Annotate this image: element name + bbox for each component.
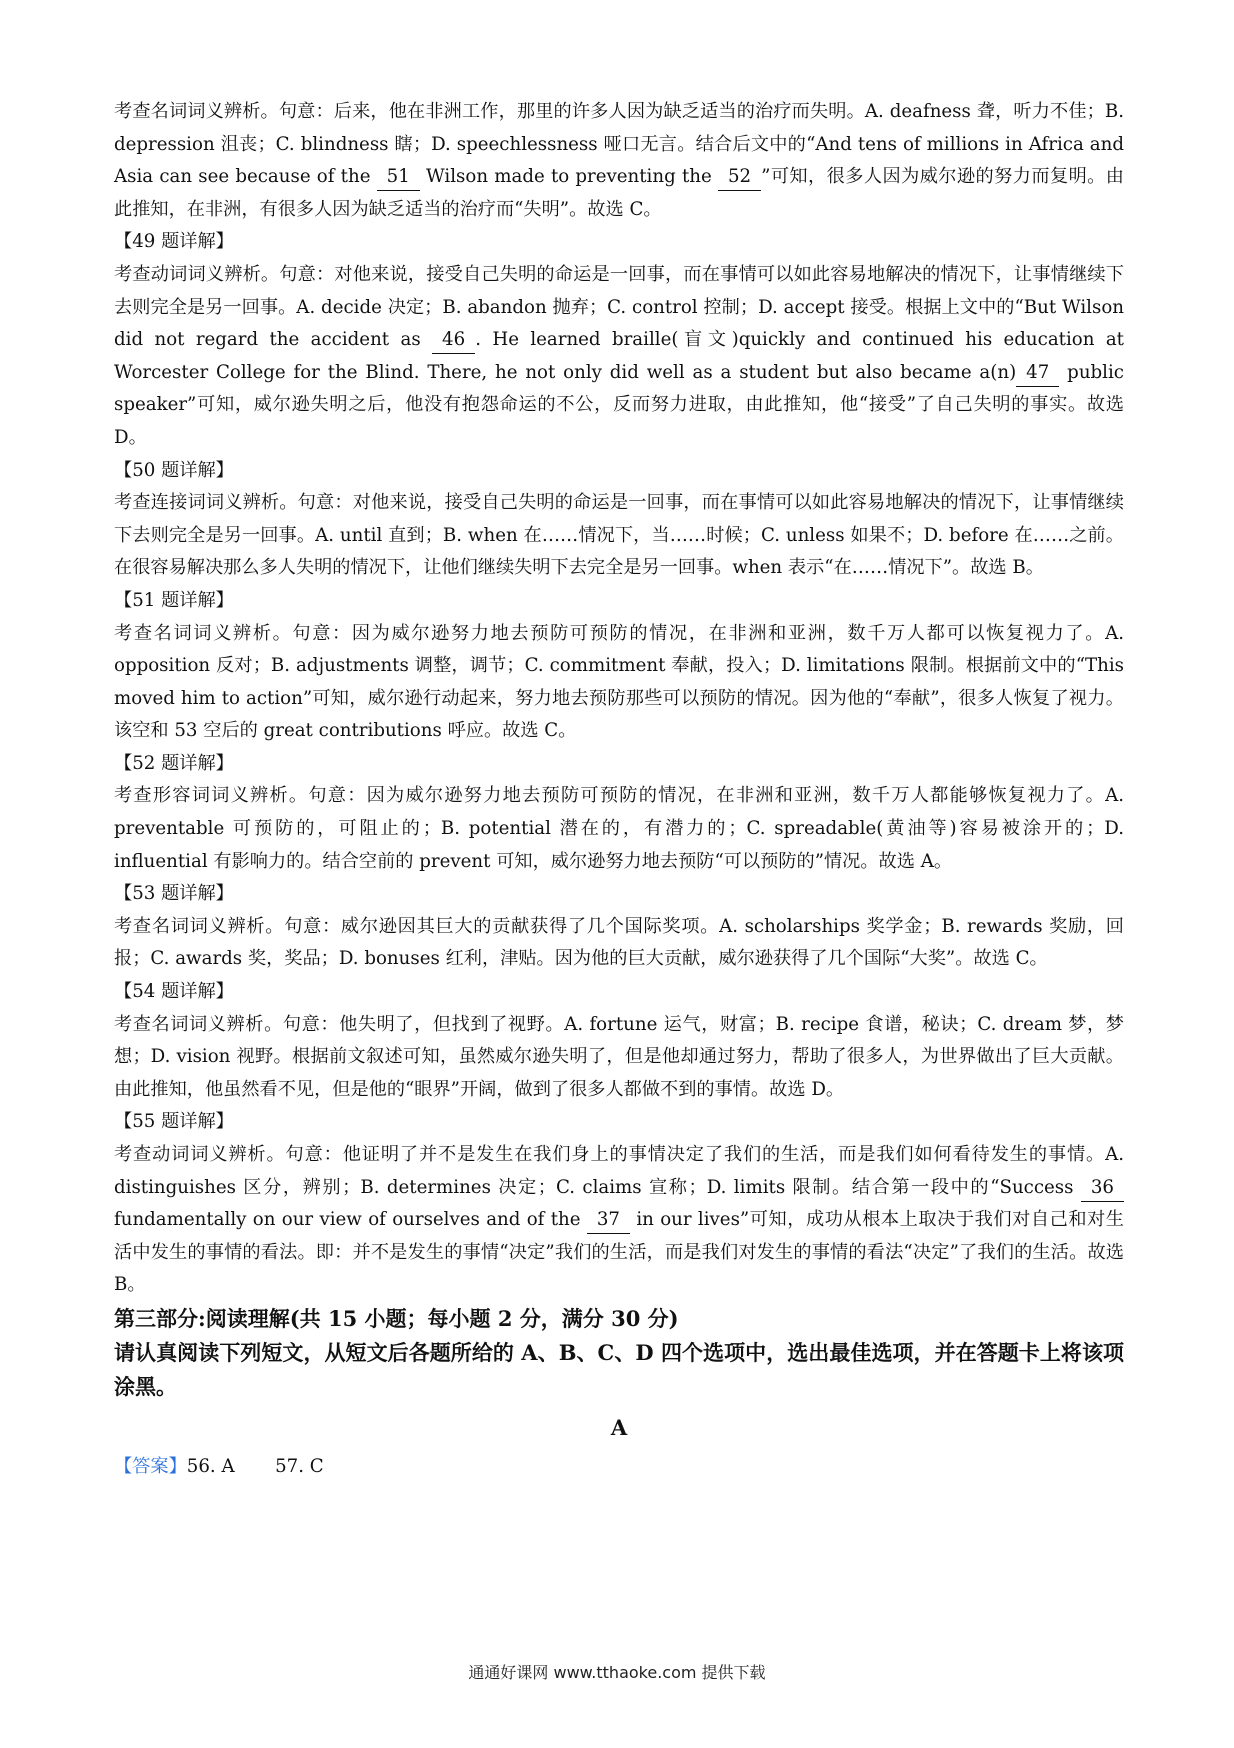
answer-line [114, 1451, 1124, 1484]
paragraph-text: in our lives”可知，成功从根本上取决于我们对自己和对生活中发生的事情的看法。即：并不是发生的事情“决定”我们的生活，而是我们对发生的事情的看法“决定”了我们的生活。故选 B。 [114, 1209, 1124, 1296]
passage-label: A [610, 1414, 628, 1440]
document-body [114, 96, 1124, 1483]
section-instruction: 请认真阅读下列短文，从短文后各题所给的 A、B、C、D 四个选项中，选出最佳选项，并在答题卡上将该项涂黑。 [114, 1339, 1124, 1399]
paragraph-text: 考查形容词词义辨析。句意：因为威尔逊努力地去预防可预防的情况，在非洲和亚洲，数千万人都能够恢复视力了。A. preventable 可预防的，可阻止的；B. potential 潜在的，有潜力的；C. spreadable(黄油等)容易被涂开的；D. influential 有影响力的。结合空前的 prevent 可知，威尔逊努力地去预防“可以预防的”情况。故选 A。 [114, 785, 1124, 872]
paragraph-text: Wilson made to preventing the [419, 166, 718, 188]
paragraph-text: 考查连接词词义辨析。句意：对他来说，接受自己失明的命运是一回事，而在事情可以如此容易地解决的情况下，让事情继续下去则完全是另一回事。A. until 直到；B. when 在……情况下，当……时候；C. unless 如果不；D. before 在……之前。在很容易解决那么多人失明的情况下，让他们继续失明下去完全是另一回事。when 表示“在……情况下”。故选 B。 [114, 492, 1124, 579]
explanation-paragraph [114, 618, 1124, 748]
question-heading: 【54 题详解】 [114, 981, 234, 1003]
question-heading: 【51 题详解】 [114, 589, 234, 611]
blank-number: 47 [1016, 360, 1059, 387]
question-heading: 【55 题详解】 [114, 1111, 234, 1133]
paragraph-text: public speaker”可知，威尔逊失明之后，他没有抱怨命运的不公，反而努力进取，由此推知，他“接受”了自己失明的事实。故选 D。 [114, 361, 1124, 448]
answer-tag: 【答案】 [114, 1455, 187, 1477]
paragraph-text: 考查名词词义辨析。句意：后来，他在非洲工作，那里的许多人因为缺乏适当的治疗而失明。A. deafness 聋，听力不佳；B. depression 沮丧；C. blindness 瞎；D. speechlessness 哑口无言。结合后文中的“And tens of millions in Africa and Asia can see because of the [114, 101, 1124, 188]
explanation-paragraphs [114, 96, 1124, 1302]
blank-number: 51 [377, 164, 420, 191]
explanation-paragraph [114, 780, 1124, 878]
paragraph-text: . He learned braille(盲文)quickly and continued his education at Worcester College for the Blind. There, he not only did well as a student but also became a(n) [114, 329, 1124, 383]
question-heading: 【52 题详解】 [114, 752, 234, 774]
explanation-paragraph [114, 487, 1124, 585]
explanation-paragraph [114, 96, 1124, 226]
paragraph-text: 考查名词词义辨析。句意：他失明了，但找到了视野。A. fortune 运气，财富；B. recipe 食谱，秘诀；C. dream 梦，梦想；D. vision 视野。根据前文叙述可知，虽然威尔逊失明了，但是他却通过努力，帮助了很多人，为世界做出了巨大贡献。由此推知，他虽然看不见，但是他的“眼界”开阔，做到了很多人都做不到的事情。故选 D。 [114, 1013, 1124, 1100]
blank-number: 36 [1081, 1175, 1124, 1202]
section-title: 第三部分:阅读理解(共 15 小题；每小题 2 分，满分 30 分) [114, 1305, 679, 1331]
explanation-paragraph [114, 1139, 1124, 1302]
paragraph-text: ”可知，很多人因为威尔逊的努力而复明。由此推知，在非洲，有很多人因为缺乏适当的治疗而“失明”。故选 C。 [114, 166, 1124, 220]
question-heading: 【50 题详解】 [114, 459, 234, 481]
blank-number: 37 [587, 1207, 630, 1234]
question-heading: 【49 题详解】 [114, 231, 234, 253]
page-footer: 通通好课网 www.tthaoke.com 提供下载 [468, 1663, 766, 1682]
explanation-paragraph [114, 1009, 1124, 1107]
paragraph-text: 考查动词词义辨析。句意：他证明了并不是发生在我们身上的事情决定了我们的生活，而是我们如何看待发生的事情。A. distinguishes 区分，辨别；B. determines 决定；C. claims 宣称；D. limits 限制。结合第一段中的“Success [114, 1144, 1124, 1198]
blank-number: 46 [432, 327, 475, 354]
paragraph-text: 考查名词词义辨析。句意：威尔逊因其巨大的贡献获得了几个国际奖项。A. scholarships 奖学金；B. rewards 奖励，回报；C. awards 奖，奖品；D. bonuses 红利，津贴。因为他的巨大贡献，威尔逊获得了几个国际“大奖”。故选 C。 [114, 915, 1124, 970]
answer-text: 56. A 57. C [186, 1455, 324, 1477]
explanation-paragraph [114, 259, 1124, 455]
blank-number: 52 [718, 164, 761, 191]
paragraph-text: 考查动词词义辨析。句意：对他来说，接受自己失明的命运是一回事，而在事情可以如此容易地解决的情况下，让事情继续下去则完全是另一回事。A. decide 决定；B. abandon 抛弃；C. control 控制；D. accept 接受。根据上文中的“But Wilson did not regard the accident as [114, 263, 1124, 351]
paragraph-text: fundamentally on our view of ourselves and of the [114, 1209, 587, 1231]
explanation-paragraph [114, 911, 1124, 976]
paragraph-text: 考查名词词义辨析。句意：因为威尔逊努力地去预防可预防的情况，在非洲和亚洲，数千万人都可以恢复视力了。A. opposition 反对；B. adjustments 调整，调节；C. commitment 奉献，投入；D. limitations 限制。根据前文中的“This moved him to action”可知，威尔逊行动起来，努力地去预防那些可以预防的情况。因为他的“奉献”，很多人恢复了视力。该空和 53 空后的 great contributions 呼应。故选 C。 [114, 622, 1124, 742]
question-heading: 【53 题详解】 [114, 883, 234, 905]
